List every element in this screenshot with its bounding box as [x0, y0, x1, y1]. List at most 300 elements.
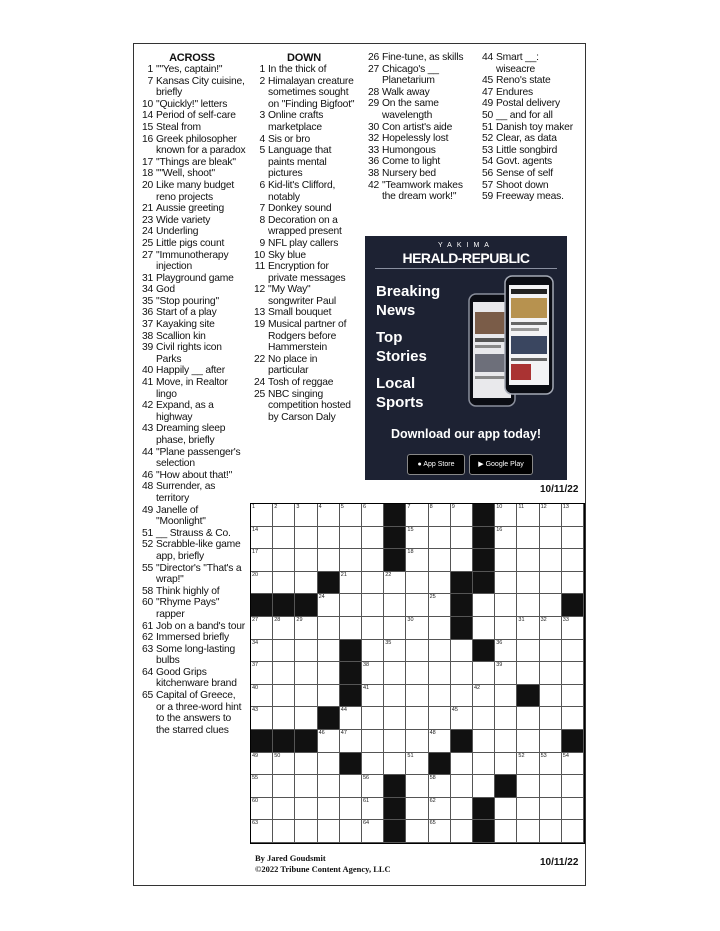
down-clue[interactable]	[478, 133, 578, 145]
grid-cell[interactable]	[540, 820, 562, 843]
grid-cell[interactable]	[406, 775, 428, 798]
grid-cell[interactable]	[451, 685, 473, 708]
clue-number: 64	[141, 666, 153, 678]
across-clue[interactable]	[138, 122, 246, 134]
grid-cell[interactable]	[540, 572, 562, 595]
grid-cell[interactable]	[295, 753, 317, 776]
across-clue[interactable]	[138, 64, 246, 76]
grid-cell[interactable]	[295, 572, 317, 595]
ad-line: Local	[376, 375, 416, 392]
grid-cell[interactable]	[295, 685, 317, 708]
grid-cell[interactable]	[451, 798, 473, 821]
down-clue[interactable]	[250, 238, 358, 250]
grid-cell[interactable]	[318, 594, 340, 617]
grid-cell[interactable]	[540, 527, 562, 550]
clue-text: Expand, as a highway	[156, 400, 214, 423]
down-clue[interactable]	[478, 75, 578, 87]
down-clue[interactable]	[478, 145, 578, 157]
cell-number: 8	[429, 504, 433, 510]
across-clue[interactable]	[138, 180, 246, 203]
grid-cell[interactable]	[540, 504, 562, 527]
down-clue[interactable]	[250, 250, 358, 262]
across-clue[interactable]	[138, 597, 246, 620]
grid-cell[interactable]	[495, 730, 517, 753]
grid-cell[interactable]	[429, 775, 451, 798]
across-clue[interactable]	[138, 528, 246, 540]
grid-cell[interactable]	[295, 775, 317, 798]
grid-cell[interactable]	[540, 753, 562, 776]
across-clue[interactable]	[138, 400, 246, 423]
clue-number: 42	[367, 179, 379, 191]
clue-number: 62	[141, 632, 153, 644]
grid-cell[interactable]	[473, 730, 495, 753]
grid-cell[interactable]	[429, 594, 451, 617]
clue-number: 65	[141, 690, 153, 702]
down-clue[interactable]	[478, 156, 578, 168]
grid-cell[interactable]	[273, 617, 295, 640]
across-clue[interactable]	[138, 481, 246, 504]
down-clue[interactable]	[364, 168, 474, 180]
grid-cell[interactable]	[362, 617, 384, 640]
grid-cell[interactable]	[451, 527, 473, 550]
across-clue[interactable]	[138, 110, 246, 122]
down-clue[interactable]	[478, 87, 578, 99]
down-clue[interactable]	[250, 307, 358, 319]
grid-cell[interactable]	[340, 707, 362, 730]
across-clue[interactable]	[138, 76, 246, 99]
grid-cell[interactable]	[495, 617, 517, 640]
grid-cell[interactable]	[562, 527, 584, 550]
google-play-badge[interactable]	[469, 454, 533, 475]
across-clue[interactable]	[138, 331, 246, 343]
down-clue[interactable]	[478, 122, 578, 134]
grid-cell[interactable]	[273, 504, 295, 527]
down-clue[interactable]	[364, 156, 474, 168]
grid-cell[interactable]	[251, 572, 273, 595]
grid-cell[interactable]	[295, 640, 317, 663]
grid-cell[interactable]	[495, 820, 517, 843]
grid-cell[interactable]	[562, 685, 584, 708]
grid-cell[interactable]	[295, 504, 317, 527]
grid-cell[interactable]	[562, 504, 584, 527]
author: By Jared Goudsmit	[255, 853, 326, 863]
grid-cell[interactable]	[429, 820, 451, 843]
grid-cell[interactable]	[251, 753, 273, 776]
across-clue[interactable]	[138, 667, 246, 690]
grid-cell[interactable]	[562, 572, 584, 595]
grid-cell[interactable]	[495, 640, 517, 663]
grid-cell[interactable]	[473, 594, 495, 617]
grid-cell[interactable]	[473, 662, 495, 685]
grid-cell[interactable]	[273, 640, 295, 663]
grid-cell[interactable]	[318, 730, 340, 753]
grid-cell[interactable]	[340, 617, 362, 640]
grid-cell[interactable]	[273, 685, 295, 708]
grid-cell[interactable]	[562, 820, 584, 843]
grid-cell[interactable]	[251, 527, 273, 550]
grid-cell[interactable]	[451, 662, 473, 685]
grid-cell[interactable]	[495, 549, 517, 572]
grid-cell[interactable]	[517, 617, 539, 640]
grid-cell[interactable]	[540, 549, 562, 572]
grid-cell[interactable]	[406, 753, 428, 776]
down-clue[interactable]	[364, 180, 474, 203]
down-clue[interactable]	[478, 110, 578, 122]
clue-number: 20	[141, 179, 153, 191]
grid-cell[interactable]	[540, 798, 562, 821]
grid-cell[interactable]	[451, 820, 473, 843]
across-clue[interactable]	[138, 99, 246, 111]
across-clue[interactable]	[138, 632, 246, 644]
grid-cell[interactable]	[495, 504, 517, 527]
grid-cell[interactable]	[340, 527, 362, 550]
grid-cell[interactable]	[384, 572, 406, 595]
grid-cell[interactable]	[340, 775, 362, 798]
grid-cell[interactable]	[451, 707, 473, 730]
grid-cell[interactable]	[473, 707, 495, 730]
grid-cell[interactable]	[429, 617, 451, 640]
down-clue[interactable]	[250, 134, 358, 146]
app-store-label: App Store	[423, 461, 455, 468]
grid-cell[interactable]	[362, 707, 384, 730]
grid-cell[interactable]	[362, 730, 384, 753]
across-clue[interactable]	[138, 586, 246, 598]
black-square	[318, 572, 340, 595]
grid-cell[interactable]	[406, 730, 428, 753]
grid-cell[interactable]	[517, 753, 539, 776]
down-clue[interactable]	[364, 87, 474, 99]
grid-cell[interactable]	[562, 662, 584, 685]
grid-cell[interactable]	[495, 707, 517, 730]
grid-cell[interactable]	[429, 798, 451, 821]
grid-cell[interactable]	[540, 775, 562, 798]
grid-cell[interactable]	[429, 730, 451, 753]
grid-cell[interactable]	[273, 572, 295, 595]
grid-cell[interactable]	[562, 798, 584, 821]
grid-cell[interactable]	[451, 753, 473, 776]
grid-cell[interactable]	[362, 820, 384, 843]
grid-cell[interactable]	[362, 662, 384, 685]
grid-cell[interactable]	[495, 798, 517, 821]
grid-cell[interactable]	[517, 798, 539, 821]
grid-cell[interactable]	[318, 798, 340, 821]
grid-cell[interactable]	[362, 775, 384, 798]
across-clue[interactable]	[138, 563, 246, 586]
grid-cell[interactable]	[517, 730, 539, 753]
down-clue[interactable]	[250, 145, 358, 180]
grid-cell[interactable]	[562, 707, 584, 730]
grid-cell[interactable]	[295, 820, 317, 843]
grid-cell[interactable]	[517, 549, 539, 572]
grid-cell[interactable]	[295, 549, 317, 572]
grid-cell[interactable]	[251, 504, 273, 527]
down-clue[interactable]	[250, 261, 358, 284]
grid-cell[interactable]	[362, 594, 384, 617]
grid-cell[interactable]	[540, 707, 562, 730]
grid-cell[interactable]	[562, 640, 584, 663]
grid-cell[interactable]	[273, 753, 295, 776]
grid-cell[interactable]	[295, 617, 317, 640]
grid-cell[interactable]	[273, 775, 295, 798]
grid-cell[interactable]	[340, 504, 362, 527]
grid-cell[interactable]	[318, 640, 340, 663]
grid-cell[interactable]	[429, 662, 451, 685]
app-advertisement[interactable]	[365, 236, 567, 480]
across-clue[interactable]	[138, 157, 246, 169]
grid-cell[interactable]	[384, 594, 406, 617]
grid-cell[interactable]	[473, 775, 495, 798]
grid-cell[interactable]	[406, 527, 428, 550]
down-clue[interactable]	[250, 284, 358, 307]
grid-cell[interactable]	[251, 820, 273, 843]
grid-cell[interactable]	[362, 685, 384, 708]
across-clue[interactable]	[138, 690, 246, 736]
grid-cell[interactable]	[362, 798, 384, 821]
grid-cell[interactable]	[517, 572, 539, 595]
grid-cell[interactable]	[406, 572, 428, 595]
grid-cell[interactable]	[384, 707, 406, 730]
across-clue[interactable]	[138, 423, 246, 446]
black-square	[473, 640, 495, 663]
grid-cell[interactable]	[495, 594, 517, 617]
grid-cell[interactable]	[384, 685, 406, 708]
grid-cell[interactable]	[340, 594, 362, 617]
grid-cell[interactable]	[273, 820, 295, 843]
grid-cell[interactable]	[384, 753, 406, 776]
grid-cell[interactable]	[429, 572, 451, 595]
grid-cell[interactable]	[251, 685, 273, 708]
grid-cell[interactable]	[540, 662, 562, 685]
grid-cell[interactable]	[429, 640, 451, 663]
grid-cell[interactable]	[251, 707, 273, 730]
grid-cell[interactable]	[362, 640, 384, 663]
cell-number: 39	[496, 662, 503, 669]
grid-cell[interactable]	[406, 594, 428, 617]
grid-cell[interactable]	[273, 527, 295, 550]
grid-cell[interactable]	[318, 820, 340, 843]
grid-cell[interactable]	[384, 617, 406, 640]
grid-cell[interactable]	[540, 617, 562, 640]
down-clue[interactable]	[250, 203, 358, 215]
grid-cell[interactable]	[318, 549, 340, 572]
across-clue[interactable]	[138, 296, 246, 308]
down-clue[interactable]	[364, 133, 474, 145]
across-clue[interactable]	[138, 307, 246, 319]
across-clue[interactable]	[138, 644, 246, 667]
grid-cell[interactable]	[273, 549, 295, 572]
clue-number: 33	[367, 144, 379, 156]
across-clue[interactable]	[138, 238, 246, 250]
grid-cell[interactable]	[495, 753, 517, 776]
down-clue[interactable]	[250, 110, 358, 133]
grid-cell[interactable]	[362, 504, 384, 527]
grid-cell[interactable]	[562, 549, 584, 572]
grid-cell[interactable]	[429, 527, 451, 550]
across-clue[interactable]	[138, 365, 246, 377]
app-store-badge[interactable]	[407, 454, 465, 475]
down-clue[interactable]	[250, 76, 358, 111]
across-clue[interactable]	[138, 621, 246, 633]
across-clue[interactable]	[138, 377, 246, 400]
grid-cell[interactable]	[362, 549, 384, 572]
down-clue[interactable]	[364, 64, 474, 87]
across-clue[interactable]	[138, 284, 246, 296]
grid-cell[interactable]	[540, 640, 562, 663]
grid-cell[interactable]	[273, 798, 295, 821]
grid-cell[interactable]	[451, 549, 473, 572]
grid-cell[interactable]	[495, 662, 517, 685]
across-clue[interactable]	[138, 470, 246, 482]
grid-cell[interactable]	[562, 753, 584, 776]
grid-cell[interactable]	[540, 594, 562, 617]
clue-text: Danish toy maker	[496, 121, 573, 133]
grid-cell[interactable]	[362, 572, 384, 595]
grid-cell[interactable]	[406, 707, 428, 730]
down-clue[interactable]	[478, 168, 578, 180]
grid-cell[interactable]	[318, 685, 340, 708]
grid-cell[interactable]	[318, 617, 340, 640]
grid-cell[interactable]	[251, 617, 273, 640]
black-square	[451, 594, 473, 617]
grid-cell[interactable]	[451, 504, 473, 527]
clue-number: 60	[141, 597, 153, 609]
black-square	[251, 730, 273, 753]
grid-cell[interactable]	[273, 662, 295, 685]
grid-cell[interactable]	[406, 504, 428, 527]
grid-cell[interactable]	[384, 662, 406, 685]
grid-cell[interactable]	[318, 504, 340, 527]
down-clue[interactable]	[250, 319, 358, 354]
grid-cell[interactable]	[362, 753, 384, 776]
clue-text: Small bouquet	[268, 307, 332, 319]
down-clue[interactable]	[250, 215, 358, 238]
down-clue[interactable]	[364, 98, 474, 121]
down-clues	[250, 52, 358, 423]
grid-cell[interactable]	[318, 775, 340, 798]
grid-cell[interactable]	[384, 640, 406, 663]
across-clue[interactable]	[138, 319, 246, 331]
grid-cell[interactable]	[562, 617, 584, 640]
grid-cell[interactable]	[318, 753, 340, 776]
grid-cell[interactable]	[517, 775, 539, 798]
grid-cell[interactable]	[473, 685, 495, 708]
down-clue[interactable]	[250, 377, 358, 389]
grid-cell[interactable]	[406, 640, 428, 663]
grid-cell[interactable]	[517, 527, 539, 550]
grid-cell[interactable]	[406, 798, 428, 821]
grid-cell[interactable]	[273, 707, 295, 730]
across-clue[interactable]	[138, 250, 246, 273]
grid-cell[interactable]	[517, 820, 539, 843]
grid-cell[interactable]	[340, 549, 362, 572]
across-clue[interactable]	[138, 539, 246, 562]
down-clue[interactable]	[250, 389, 358, 424]
grid-cell[interactable]	[406, 549, 428, 572]
down-clue[interactable]	[250, 64, 358, 76]
clue-text: Clear, as data	[496, 133, 557, 145]
down-clue[interactable]	[478, 180, 578, 192]
clue-text: Capital of Greece, or a three-word hint to the answers to the starred clues	[156, 690, 242, 736]
across-clue[interactable]	[138, 505, 246, 528]
grid-cell[interactable]	[517, 504, 539, 527]
grid-cell[interactable]	[406, 685, 428, 708]
across-clue[interactable]	[138, 168, 246, 180]
crossword-grid[interactable]	[250, 503, 585, 844]
black-square	[429, 753, 451, 776]
grid-cell[interactable]	[517, 594, 539, 617]
down-clue[interactable]	[478, 98, 578, 110]
grid-cell[interactable]	[318, 527, 340, 550]
grid-cell[interactable]	[429, 707, 451, 730]
grid-cell[interactable]	[406, 662, 428, 685]
grid-cell[interactable]	[362, 527, 384, 550]
grid-cell[interactable]	[406, 820, 428, 843]
across-clue[interactable]	[138, 215, 246, 227]
grid-cell[interactable]	[295, 707, 317, 730]
across-clue[interactable]	[138, 203, 246, 215]
grid-cell[interactable]	[318, 662, 340, 685]
across-clue[interactable]	[138, 226, 246, 238]
grid-cell[interactable]	[429, 549, 451, 572]
grid-cell[interactable]	[295, 527, 317, 550]
across-clue[interactable]	[138, 134, 246, 157]
grid-cell[interactable]	[517, 707, 539, 730]
grid-cell[interactable]	[251, 640, 273, 663]
grid-cell[interactable]	[540, 685, 562, 708]
grid-cell[interactable]	[429, 504, 451, 527]
grid-cell[interactable]	[540, 730, 562, 753]
black-square	[384, 527, 406, 550]
grid-cell[interactable]	[406, 617, 428, 640]
grid-cell[interactable]	[517, 640, 539, 663]
grid-cell[interactable]	[251, 775, 273, 798]
grid-cell[interactable]	[251, 798, 273, 821]
grid-cell[interactable]	[451, 640, 473, 663]
grid-cell[interactable]	[295, 798, 317, 821]
down-clue[interactable]	[478, 191, 578, 203]
down-clue[interactable]	[364, 52, 474, 64]
grid-cell[interactable]	[295, 662, 317, 685]
grid-cell[interactable]	[495, 572, 517, 595]
down-clue[interactable]	[250, 354, 358, 377]
grid-cell[interactable]	[251, 549, 273, 572]
grid-cell[interactable]	[340, 572, 362, 595]
grid-cell[interactable]	[340, 798, 362, 821]
down-clue[interactable]	[478, 52, 578, 75]
grid-cell[interactable]	[517, 662, 539, 685]
down-clue[interactable]	[364, 122, 474, 134]
grid-cell[interactable]	[495, 685, 517, 708]
grid-cell[interactable]	[251, 662, 273, 685]
ad-call-to-action[interactable]: Download our app today!	[391, 427, 541, 441]
across-clue[interactable]	[138, 342, 246, 365]
grid-cell[interactable]	[429, 685, 451, 708]
clue-text: Happily __ after	[156, 365, 225, 377]
grid-cell[interactable]	[562, 775, 584, 798]
across-clue[interactable]	[138, 273, 246, 285]
grid-cell[interactable]	[340, 820, 362, 843]
grid-cell[interactable]	[451, 775, 473, 798]
grid-cell[interactable]	[384, 730, 406, 753]
clue-number: 63	[141, 643, 153, 655]
across-clue[interactable]	[138, 447, 246, 470]
down-clue[interactable]	[250, 180, 358, 203]
down-clue[interactable]	[364, 145, 474, 157]
grid-cell[interactable]	[473, 617, 495, 640]
grid-cell[interactable]	[340, 730, 362, 753]
grid-cell[interactable]	[495, 527, 517, 550]
grid-cell[interactable]	[473, 753, 495, 776]
